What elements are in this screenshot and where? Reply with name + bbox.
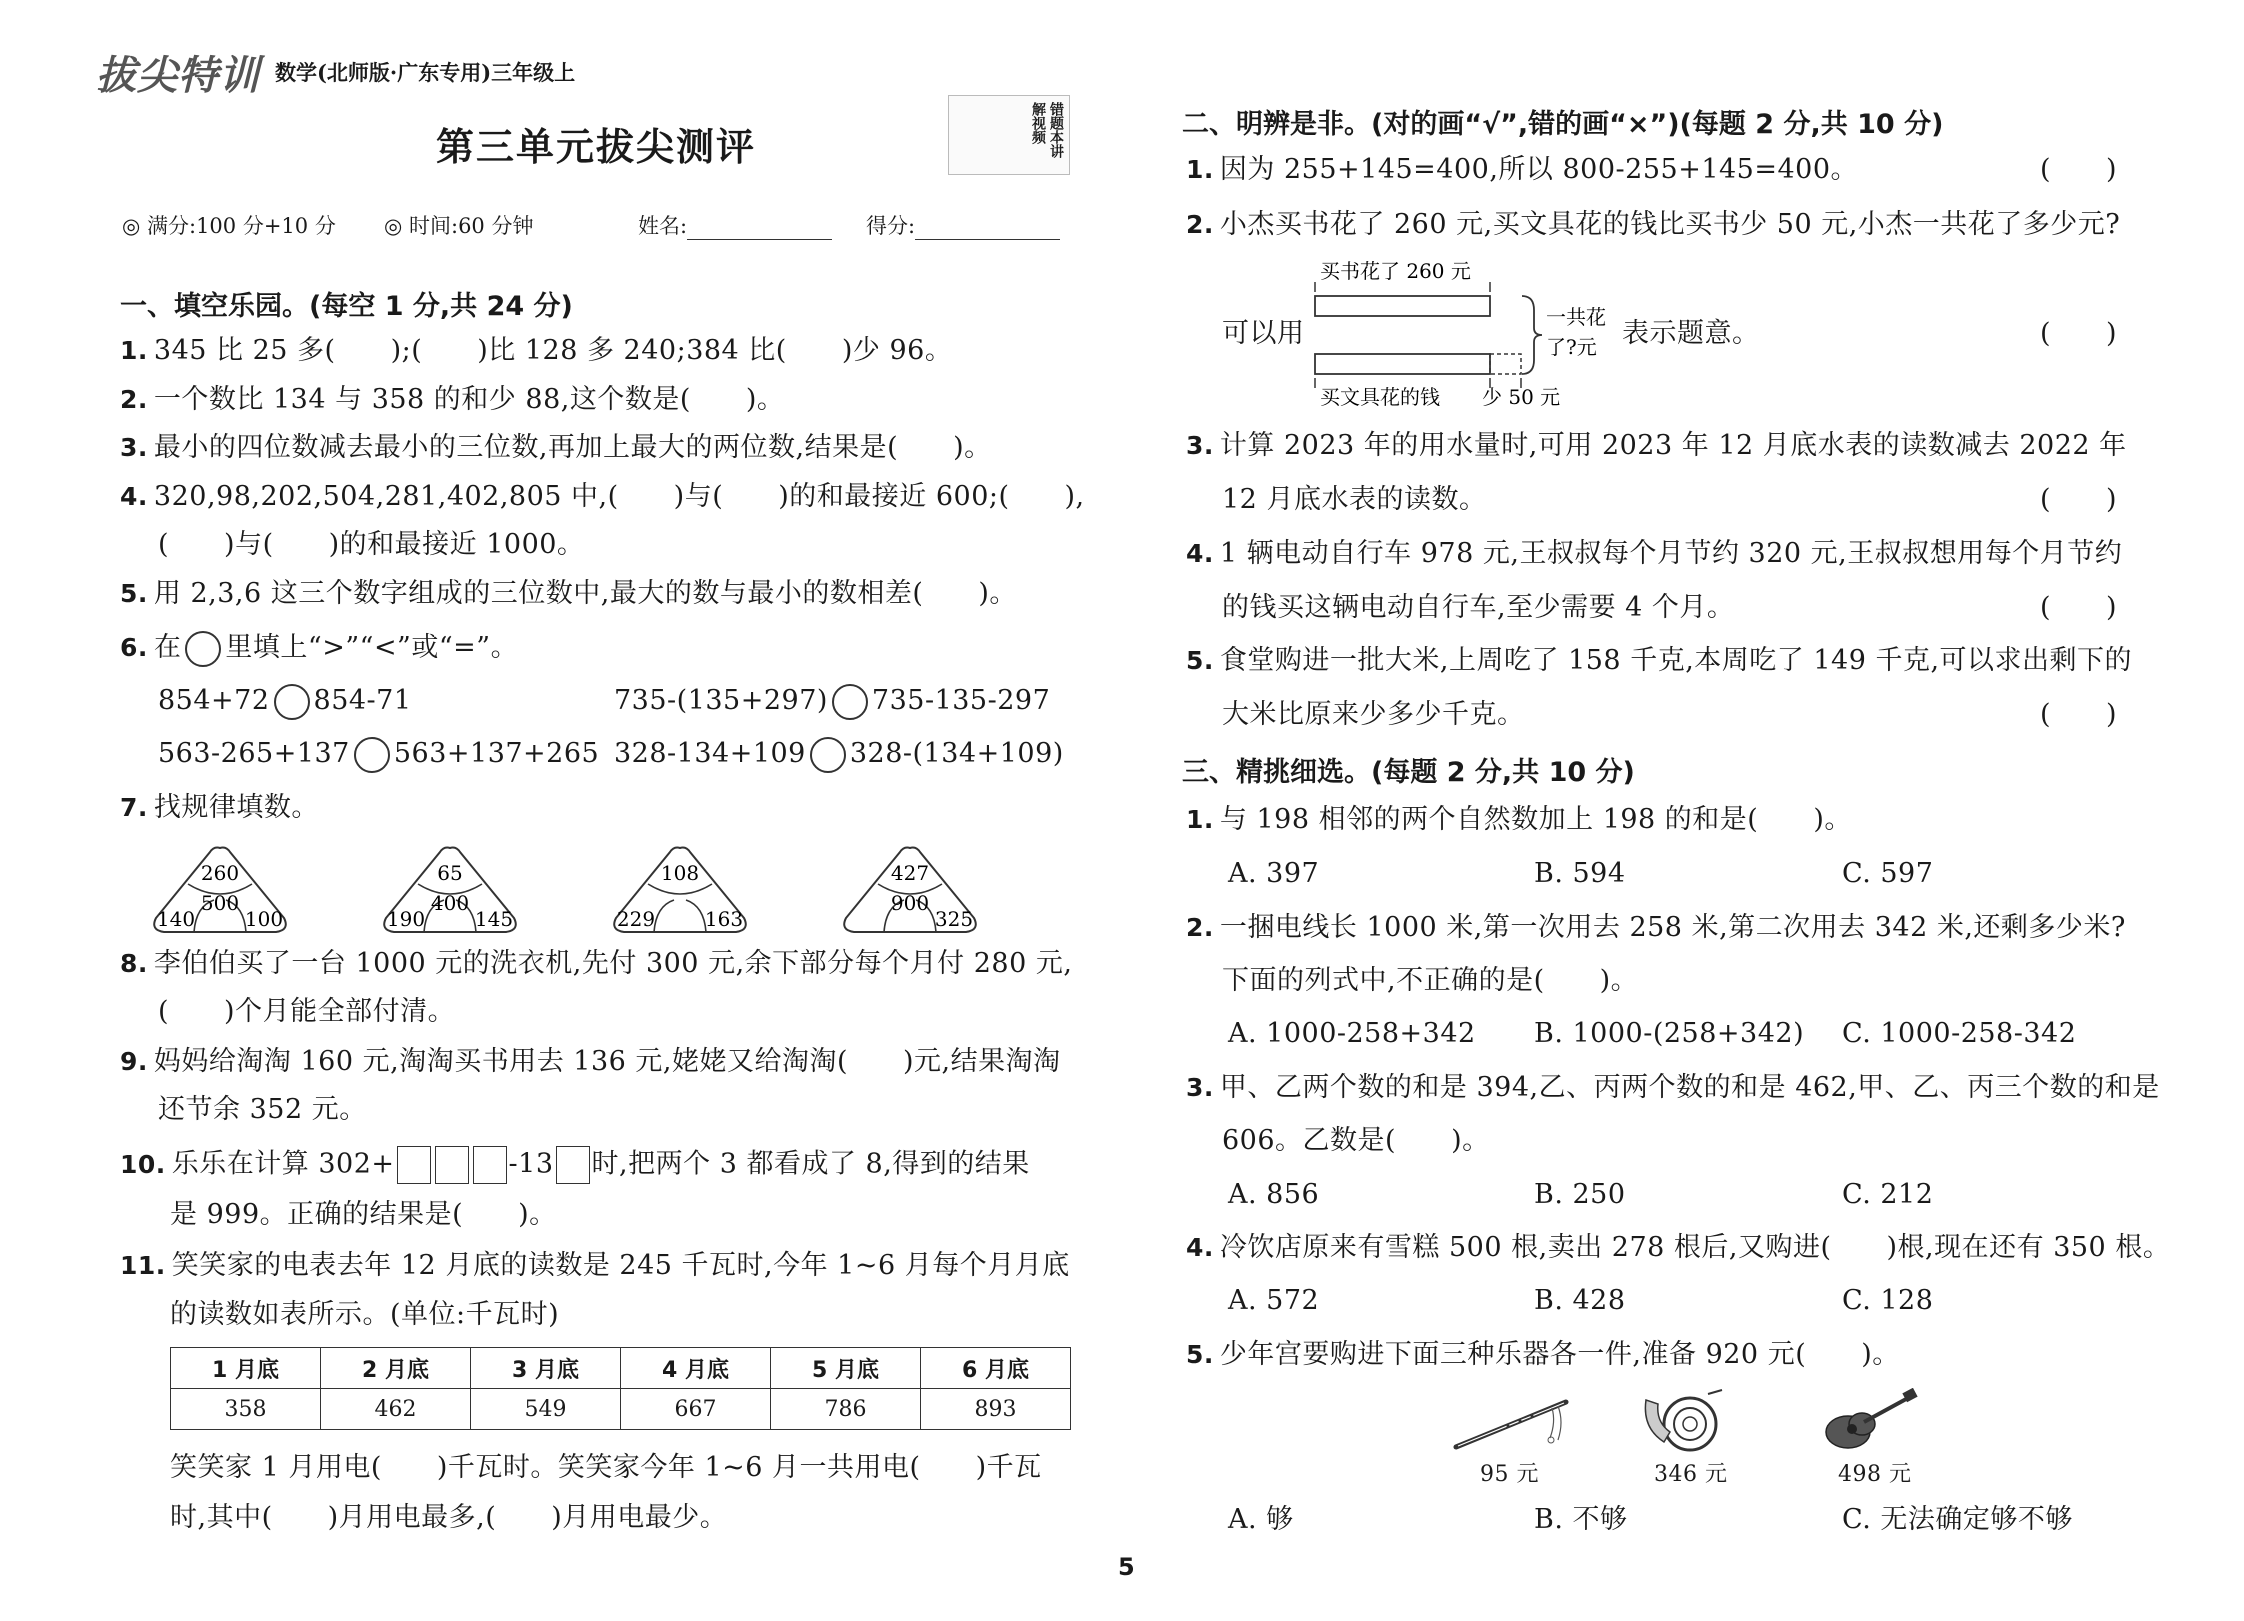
section1-heading: 一、填空乐园。(每空 1 分,共 24 分) [120, 291, 573, 322]
s2-q2: 2. 小杰买书花了 260 元,买文具花的钱比买书少 50 元,小杰一共花了多少元? [1186, 209, 2121, 240]
guitar-icon [1820, 1388, 1920, 1454]
answer-circle[interactable] [832, 684, 868, 720]
s1-q10: 10. 乐乐在计算 302+ -13 时,把两个 3 都看成了 8,得到的结果 [120, 1146, 1030, 1184]
stationery-bar [1315, 354, 1490, 374]
s3-q2-opt-b[interactable]: B. 1000-(258+342) [1534, 1018, 1805, 1049]
s2-q4-bracket[interactable]: ( ) [2040, 592, 2118, 623]
s1-q2: 2. 一个数比 134 与 358 的和少 88,这个数是( )。 [120, 384, 785, 415]
s1-q4-cont: ( )与( )的和最接近 1000。 [158, 529, 585, 560]
table-cell: 893 [921, 1389, 1071, 1430]
score-field[interactable] [866, 210, 1060, 240]
s1-q6: 6. 在 里填上“>”“<”或“=”。 [120, 630, 518, 667]
s2-q3-cont: 12 月底水表的读数。 [1222, 484, 1487, 515]
video-qr-box[interactable] [948, 95, 1070, 175]
meta-score: ◎ 满分:100 分+10 分 [122, 214, 336, 238]
digit-box[interactable] [435, 1146, 469, 1184]
video-label: 错题本讲解视频 [1030, 102, 1064, 158]
table-header: 2 月底 [321, 1348, 471, 1389]
s2-q5: 5. 食堂购进一批大米,上周吃了 158 千克,本周吃了 149 千克,可以求出剩下的 [1186, 645, 2133, 676]
triangle-divider [654, 900, 674, 932]
s1-q9-cont: 还节余 352 元。 [158, 1094, 367, 1125]
s1-q8-cont: ( )个月能全部付清。 [158, 996, 456, 1027]
total-brace [1522, 296, 1542, 374]
s2-q2-use: 可以用 [1222, 318, 1305, 349]
less-bar [1490, 354, 1521, 374]
s3-q3: 3. 甲、乙两个数的和是 394,乙、丙两个数的和是 462,甲、乙、丙三个数的和是 [1186, 1072, 2160, 1103]
flute-price: 95 元 [1480, 1462, 1539, 1487]
triangle-right-value: 163 [704, 907, 744, 931]
triangle-left-value: 229 [616, 907, 656, 931]
brand-logo: 拔尖特训 [96, 53, 260, 99]
score-blank[interactable] [915, 217, 1060, 240]
s2-q1: 1. 因为 255+145=400,所以 800-255+145=400。 [1186, 154, 1859, 185]
s2-q3: 3. 计算 2023 年的用水量时,可用 2023 年 12 月底水表的读数减去 2022 年 [1186, 430, 2127, 461]
table-cell: 462 [321, 1389, 471, 1430]
answer-circle[interactable] [274, 684, 310, 720]
s3-q3-cont: 606。乙数是( )。 [1222, 1125, 1490, 1156]
triangle-right-value: 325 [934, 907, 974, 931]
book-bar [1315, 296, 1490, 316]
s2-q5-bracket[interactable]: ( ) [2040, 699, 2118, 730]
s3-q4: 4. 冷饮店原来有雪糕 500 根,卖出 278 根后,又购进( )根,现在还有 350 根。 [1186, 1232, 2171, 1263]
s1-q11-cont: 的读数如表所示。(单位:千瓦时) [170, 1299, 560, 1330]
s1-q6-expr1: 854+72 854-71 [158, 683, 412, 720]
pattern-triangle [844, 848, 976, 933]
score-label: 得分: [866, 214, 916, 238]
compare-circle [185, 631, 221, 667]
triangle-middle-value: 900 [890, 891, 930, 915]
diagram-label-less: 少 50 元 [1482, 385, 1561, 409]
diagram-label-total-2: 了?元 [1546, 335, 1597, 359]
horn-price: 346 元 [1654, 1462, 1728, 1487]
table-cell: 358 [171, 1389, 321, 1430]
triangle-right-value: 100 [244, 907, 284, 931]
answer-circle[interactable] [354, 737, 390, 773]
segment-diagram [1300, 252, 1630, 412]
table-header: 6 月底 [921, 1348, 1071, 1389]
s1-q5: 5. 用 2,3,6 这三个数字组成的三位数中,最大的数与最小的数相差( )。 [120, 578, 1017, 609]
s3-q1: 1. 与 198 相邻的两个自然数加上 198 的和是( )。 [1186, 804, 1852, 835]
digit-box[interactable] [397, 1146, 431, 1184]
table-header: 3 月底 [471, 1348, 621, 1389]
triangle-middle-value: 500 [200, 891, 240, 915]
triangle-right-value: 145 [474, 907, 514, 931]
pattern-triangles [150, 840, 1070, 940]
s3-q4-opt-a[interactable]: A. 572 [1228, 1285, 1320, 1316]
answer-circle[interactable] [810, 737, 846, 773]
s3-q3-opt-a[interactable]: A. 856 [1228, 1179, 1320, 1210]
diagram-label-top: 买书花了 260 元 [1320, 259, 1471, 283]
digit-box[interactable] [556, 1146, 590, 1184]
triangle-top-value: 427 [890, 861, 930, 885]
s2-q5-cont: 大米比原来少多少千克。 [1222, 699, 1525, 730]
triangle-left-value: 140 [156, 907, 196, 931]
s1-q6-expr3: 563-265+137 563+137+265 [158, 736, 599, 773]
s3-q2-opt-c[interactable]: C. 1000-258-342 [1842, 1018, 2077, 1049]
s3-q4-opt-c[interactable]: C. 128 [1842, 1285, 1934, 1316]
guitar-price: 498 元 [1838, 1462, 1912, 1487]
s1-q3: 3. 最小的四位数减去最小的三位数,再加上最大的两位数,结果是( )。 [120, 432, 992, 463]
s3-q5-opt-a[interactable]: A. 够 [1228, 1504, 1294, 1535]
s2-q2-bracket[interactable]: ( ) [2040, 318, 2118, 349]
table-row [171, 1389, 1071, 1430]
s3-q2-opt-a[interactable]: A. 1000-258+342 [1228, 1018, 1476, 1049]
diagram-label-bottom: 买文具花的钱 [1320, 385, 1440, 409]
s1-q9: 9. 妈妈给淘淘 160 元,淘淘买书用去 136 元,姥姥又给淘淘( )元,结果淘淘 [120, 1046, 1061, 1077]
table-header-row [171, 1348, 1071, 1389]
table-header: 4 月底 [621, 1348, 771, 1389]
book-subtitle: 数学(北师版·广东专用)三年级上 [275, 60, 576, 85]
french-horn-icon [1640, 1388, 1730, 1458]
s2-q4: 4. 1 辆电动自行车 978 元,王叔叔每个月节约 320 元,王叔叔想用每个月节约 [1186, 538, 2123, 569]
meter-table [170, 1347, 1071, 1430]
pattern-triangle [154, 848, 286, 933]
triangle-divider [686, 900, 706, 932]
section3-heading: 三、精挑细选。(每题 2 分,共 10 分) [1182, 757, 1635, 788]
table-header: 1 月底 [171, 1348, 321, 1389]
s1-q11-question-cont: 时,其中( )月用电最多,( )月用电最少。 [170, 1502, 728, 1533]
triangle-top-value: 260 [200, 861, 240, 885]
name-blank[interactable] [687, 217, 832, 240]
page-title: 第三单元拔尖测评 [436, 124, 757, 169]
triangle-divider [648, 884, 712, 894]
triangle-top-value: 65 [437, 861, 463, 885]
s1-q6-expr4: 328-134+109 328-(134+109) [614, 736, 1064, 773]
s1-q11: 11. 笑笑家的电表去年 12 月底的读数是 245 千瓦时,今年 1~6 月每个月月底 [120, 1250, 1070, 1281]
pattern-triangle [384, 848, 516, 933]
table-header: 5 月底 [771, 1348, 921, 1389]
s3-q5-opt-c[interactable]: C. 无法确定够不够 [1842, 1504, 2073, 1535]
flute-icon [1448, 1392, 1578, 1454]
s2-q4-cont: 的钱买这辆电动自行车,至少需要 4 个月。 [1222, 592, 1735, 623]
s1-q7: 7. 找规律填数。 [120, 792, 319, 823]
s3-q5: 5. 少年宫要购进下面三种乐器各一件,准备 920 元( )。 [1186, 1339, 1900, 1370]
s3-q2-cont: 下面的列式中,不正确的是( )。 [1222, 965, 1639, 996]
table-cell: 667 [621, 1389, 771, 1430]
table-cell: 786 [771, 1389, 921, 1430]
s1-q4: 4. 320,98,202,504,281,402,805 中,( )与( )的和最接近 600;( ), [120, 481, 1085, 512]
s2-q3-bracket[interactable]: ( ) [2040, 484, 2118, 515]
s1-q10-cont: 是 999。正确的结果是( )。 [170, 1199, 557, 1230]
meta-time: ◎ 时间:60 分钟 [384, 214, 534, 238]
s3-q1-opt-c[interactable]: C. 597 [1842, 858, 1934, 889]
section2-heading: 二、明辨是非。(对的画“√”,错的画“×”)(每题 2 分,共 10 分) [1182, 109, 1944, 140]
s1-q1: 1. 345 比 25 多( );( )比 128 多 240;384 比( )少 96。 [120, 335, 953, 366]
s3-q4-opt-b[interactable]: B. 428 [1534, 1285, 1626, 1316]
s3-q1-opt-b[interactable]: B. 594 [1534, 858, 1626, 889]
name-field[interactable] [638, 210, 832, 240]
name-label: 姓名: [638, 214, 688, 238]
diagram-label-total-1: 一共花 [1546, 305, 1606, 329]
table-cell: 549 [471, 1389, 621, 1430]
page-number: 5 [1118, 1553, 1135, 1581]
s2-q2-show: 表示题意。 [1622, 318, 1760, 349]
s2-q1-bracket[interactable]: ( ) [2040, 154, 2118, 185]
triangle-middle-value: 400 [430, 891, 470, 915]
s1-q8: 8. 李伯伯买了一台 1000 元的洗衣机,先付 300 元,余下部分每个月付 280 元, [120, 948, 1073, 979]
digit-box[interactable] [473, 1146, 507, 1184]
pattern-triangle [614, 848, 746, 933]
s3-q3-opt-b[interactable]: B. 250 [1534, 1179, 1626, 1210]
triangle-top-value: 108 [660, 861, 700, 885]
s3-q2: 2. 一捆电线长 1000 米,第一次用去 258 米,第二次用去 342 米,还剩多少米? [1186, 912, 2126, 943]
s3-q1-opt-a[interactable]: A. 397 [1228, 858, 1320, 889]
triangle-left-value: 190 [386, 907, 426, 931]
s3-q3-opt-c[interactable]: C. 212 [1842, 1179, 1934, 1210]
s1-q6-expr2: 735-(135+297) 735-135-297 [614, 683, 1050, 720]
s1-q11-question: 笑笑家 1 月用电( )千瓦时。笑笑家今年 1~6 月一共用电( )千瓦 [170, 1452, 1042, 1483]
s3-q5-opt-b[interactable]: B. 不够 [1534, 1504, 1628, 1535]
